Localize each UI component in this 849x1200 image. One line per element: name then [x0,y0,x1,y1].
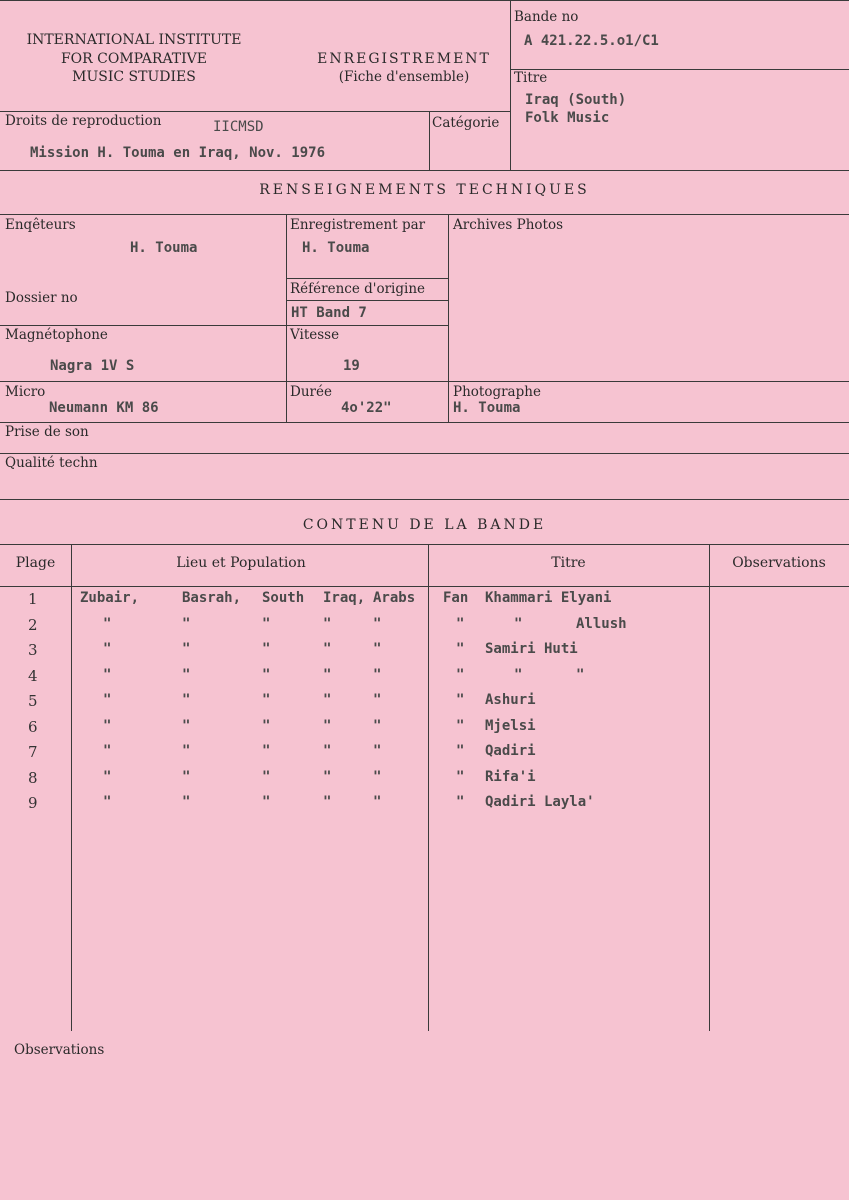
reference-label: Référence d'origine [290,281,426,297]
lieu-cell: " [262,615,271,632]
bande-value: A 421.22.5.o1/C1 [524,33,659,49]
form-subtitle: (Fiche d'ensemble) [338,69,470,85]
lieu-cell: " [182,794,191,810]
droits-label: Droits de reproduction [5,113,162,129]
prise-label: Prise de son [5,424,89,440]
mission-value: Mission H. Touma en Iraq, Nov. 1976 [30,145,326,161]
duree-label: Durée [290,384,332,400]
plage-number: 2 [28,615,38,634]
titre-cell: Khammari Elyani [485,590,612,606]
micro-label: Micro [5,384,46,400]
lieu-cell: " [182,692,191,708]
lieu-cell: " [262,641,271,657]
reference-value: HT Band 7 [291,305,367,321]
titre-cell: " [456,743,465,759]
lieu-cell: " [373,794,382,810]
magnetophone-label: Magnétophone [5,327,108,343]
lieu-cell: " [262,717,271,734]
lieu-cell: " [182,615,191,632]
rule-contenu-col1 [71,544,72,1031]
lieu-cell: " [103,794,112,810]
lieu-cell: " [373,615,382,632]
photographe-value: H. Touma [453,400,521,416]
titre-cell: " [576,666,585,683]
tech-section-title: RENSEIGNEMENTS TECHNIQUES [259,182,590,198]
titre-cell: Allush [576,615,627,632]
enqueteurs-value: H. Touma [130,240,198,256]
titre-cell: " [456,794,465,810]
titre-cell: Ashuri [485,692,536,708]
rule-header-bottom [0,170,849,171]
observations-label: Observations [14,1042,105,1058]
lieu-cell: " [262,692,271,708]
lieu-cell: Basrah, [182,590,242,606]
titre-cell: Samiri Huti [485,641,578,657]
lieu-cell: " [323,794,332,810]
lieu-cell: " [373,717,382,734]
lieu-cell: " [373,768,382,785]
lieu-cell: " [262,666,271,683]
lieu-cell: " [323,768,332,785]
rule-contenu-header-bottom [0,586,849,587]
rule-tech-col1 [286,214,287,422]
enregistrement-value: H. Touma [302,240,370,256]
categorie-label: Catégorie [432,115,500,131]
titre-value-2: Folk Music [525,110,610,126]
lieu-cell: " [323,641,332,657]
rule-magneto-bottom [0,381,849,382]
rule-ref-bottom [286,300,448,301]
titre-cell: " [456,641,465,657]
institute-line2: FOR COMPARATIVE [60,51,208,67]
lieu-cell: " [103,666,112,683]
rule-categorie [429,111,430,170]
lieu-cell: " [323,717,332,734]
enqueteurs-label: Enqêteurs [5,217,76,233]
institute-line1: INTERNATIONAL INSTITUTE [26,32,242,48]
lieu-cell: " [262,743,271,759]
enregistrement-label: Enregistrement par [290,217,426,233]
lieu-cell: " [103,615,112,632]
bande-label: Bande no [514,9,579,25]
rule-top [0,0,849,1]
titre-cell: " [456,717,465,734]
duree-value: 4o'22" [341,400,392,416]
plage-number: 1 [28,590,38,608]
rule-header-mid [0,111,510,112]
lieu-cell: " [373,641,382,657]
micro-value: Neumann KM 86 [49,400,159,416]
titre-value-1: Iraq (South) [525,92,627,108]
titre-cell: " [456,615,465,632]
lieu-cell: " [323,743,332,759]
titre-cell: Qadiri [485,743,536,759]
contenu-section-title: CONTENU DE LA BANDE [302,517,547,533]
magnetophone-value: Nagra 1V S [50,358,135,374]
titre-cell: " [514,666,523,683]
lieu-cell: " [323,666,332,683]
lieu-cell: " [182,717,191,734]
lieu-cell: " [323,615,332,632]
lieu-cell: Iraq, [323,590,366,606]
photographe-label: Photographe [453,384,541,400]
rule-prise-bottom [0,453,849,454]
lieu-cell: " [262,768,271,785]
lieu-cell: " [103,768,112,785]
titre-cell: " [456,692,465,708]
plage-number: 9 [28,794,38,812]
vitesse-label: Vitesse [290,327,340,343]
rule-contenu-col2 [428,544,429,1031]
lieu-cell: Zubair, [80,590,140,606]
lieu-cell: " [182,743,191,759]
lieu-cell: " [182,666,191,683]
rule-header-right [510,0,511,170]
col-titre: Titre [551,555,586,571]
col-obs: Observations [732,555,826,571]
plage-number: 6 [28,717,38,736]
col-lieu: Lieu et Population [176,555,306,571]
titre-cell: Mjelsi [485,717,536,734]
rule-contenu-top [0,544,849,545]
titre-cell: " [514,615,523,632]
rule-qualite-bottom [0,499,849,500]
plage-number: 5 [28,692,38,710]
rule-dossier-bottom [0,325,448,326]
lieu-cell: " [373,692,382,708]
plage-number: 4 [28,666,38,685]
rule-contenu-col3 [709,544,710,1031]
lieu-cell: Arabs [373,590,416,606]
plage-number: 3 [28,641,38,659]
lieu-cell: South [262,590,305,606]
titre-cell: Qadiri Layla' [485,794,595,810]
lieu-cell: " [262,794,271,810]
lieu-cell: " [103,692,112,708]
rule-bande-titre [510,69,849,70]
plage-number: 8 [28,768,38,787]
titre-cell: Rifa'i [485,768,536,785]
titre-cell: " [456,666,465,683]
titre-label: Titre [514,70,548,86]
rule-enreg-ref [286,278,448,279]
rule-tech-col2 [448,214,449,422]
form-title: ENREGISTREMENT [317,51,491,67]
titre-cell: Fan [443,590,469,606]
titre-cell: " [456,768,465,785]
droits-value: IICMSD [213,119,264,135]
lieu-cell: " [373,743,382,759]
qualite-label: Qualité techn [5,455,98,471]
vitesse-value: 19 [343,358,360,374]
institute-line3: MUSIC STUDIES [72,69,196,85]
lieu-cell: " [103,641,112,657]
lieu-cell: " [103,743,112,759]
col-plage: Plage [15,555,56,571]
plage-number: 7 [28,743,38,761]
rule-micro-bottom [0,422,849,423]
lieu-cell: " [182,768,191,785]
rule-tech-top [0,214,849,215]
lieu-cell: " [323,692,332,708]
archives-label: Archives Photos [453,217,563,233]
dossier-label: Dossier no [5,290,78,306]
lieu-cell: " [182,641,191,657]
lieu-cell: " [103,717,112,734]
lieu-cell: " [373,666,382,683]
